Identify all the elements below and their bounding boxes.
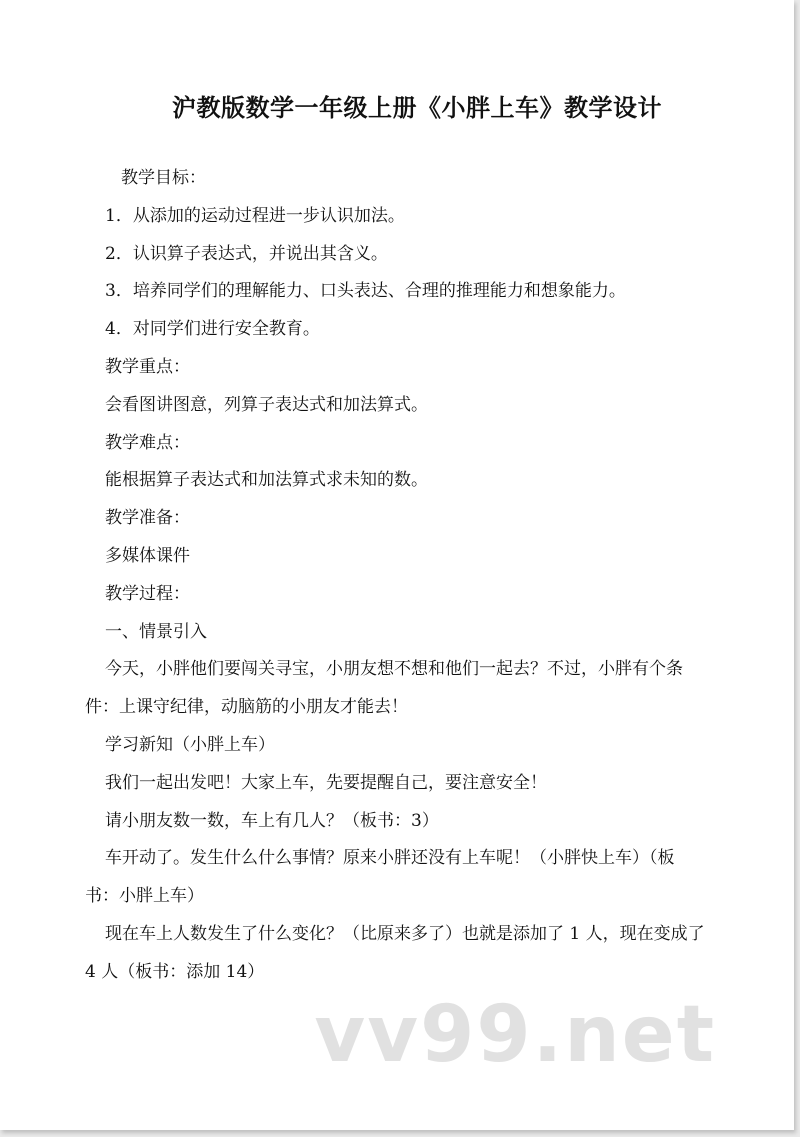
paragraph: 1．从添加的运动过程进一步认识加法。: [105, 205, 405, 226]
paragraph: 我们一起出发吧！大家上车，先要提醒自己，要注意安全！: [105, 772, 547, 793]
watermark-logo: vv99.net: [314, 990, 716, 1080]
paragraph: 车开动了。发生什么什么事情？原来小胖还没有上车呢！（小胖快上车）（板书：小胖上车）: [85, 848, 675, 907]
paragraph: 教学准备：: [105, 508, 190, 529]
paragraph: 会看图讲图意，列算子表达式和加法算式。: [105, 394, 428, 415]
paragraph: 4．对同学们进行安全教育。: [105, 319, 320, 340]
paragraph: 教学目标：: [121, 168, 206, 188]
paragraph: 多媒体课件: [105, 545, 190, 566]
paragraph: 教学难点：: [105, 432, 190, 453]
paragraph: 请小朋友数一数，车上有几人？（板书：3）: [105, 810, 439, 831]
paragraph: 今天，小胖他们要闯关寻宝，小朋友想不想和他们一起去？不过，小胖有个条件：上课守纪律，动脑筋的小朋友才能去！: [85, 659, 683, 718]
paragraph: 学习新知（小胖上车）: [105, 734, 275, 755]
paragraph: 2．认识算子表达式，并说出其含义。: [105, 243, 388, 264]
document-title: 沪教版数学一年级上册《小胖上车》教学设计: [172, 94, 662, 122]
paragraph: 现在车上人数发生了什么变化？（比原来多了）也就是添加了 1 人，现在变成了 4 人（板书：添加 14）: [85, 923, 705, 982]
document-body: [85, 160, 705, 992]
paragraph: 3．培养同学们的理解能力、口头表达、合理的推理能力和想象能力。: [105, 281, 626, 302]
paragraph: 教学重点：: [105, 356, 190, 377]
paragraph: 教学过程：: [105, 583, 190, 604]
paragraph: 一、情景引入: [105, 621, 207, 642]
paragraph: 能根据算子表达式和加法算式求未知的数。: [105, 470, 428, 491]
